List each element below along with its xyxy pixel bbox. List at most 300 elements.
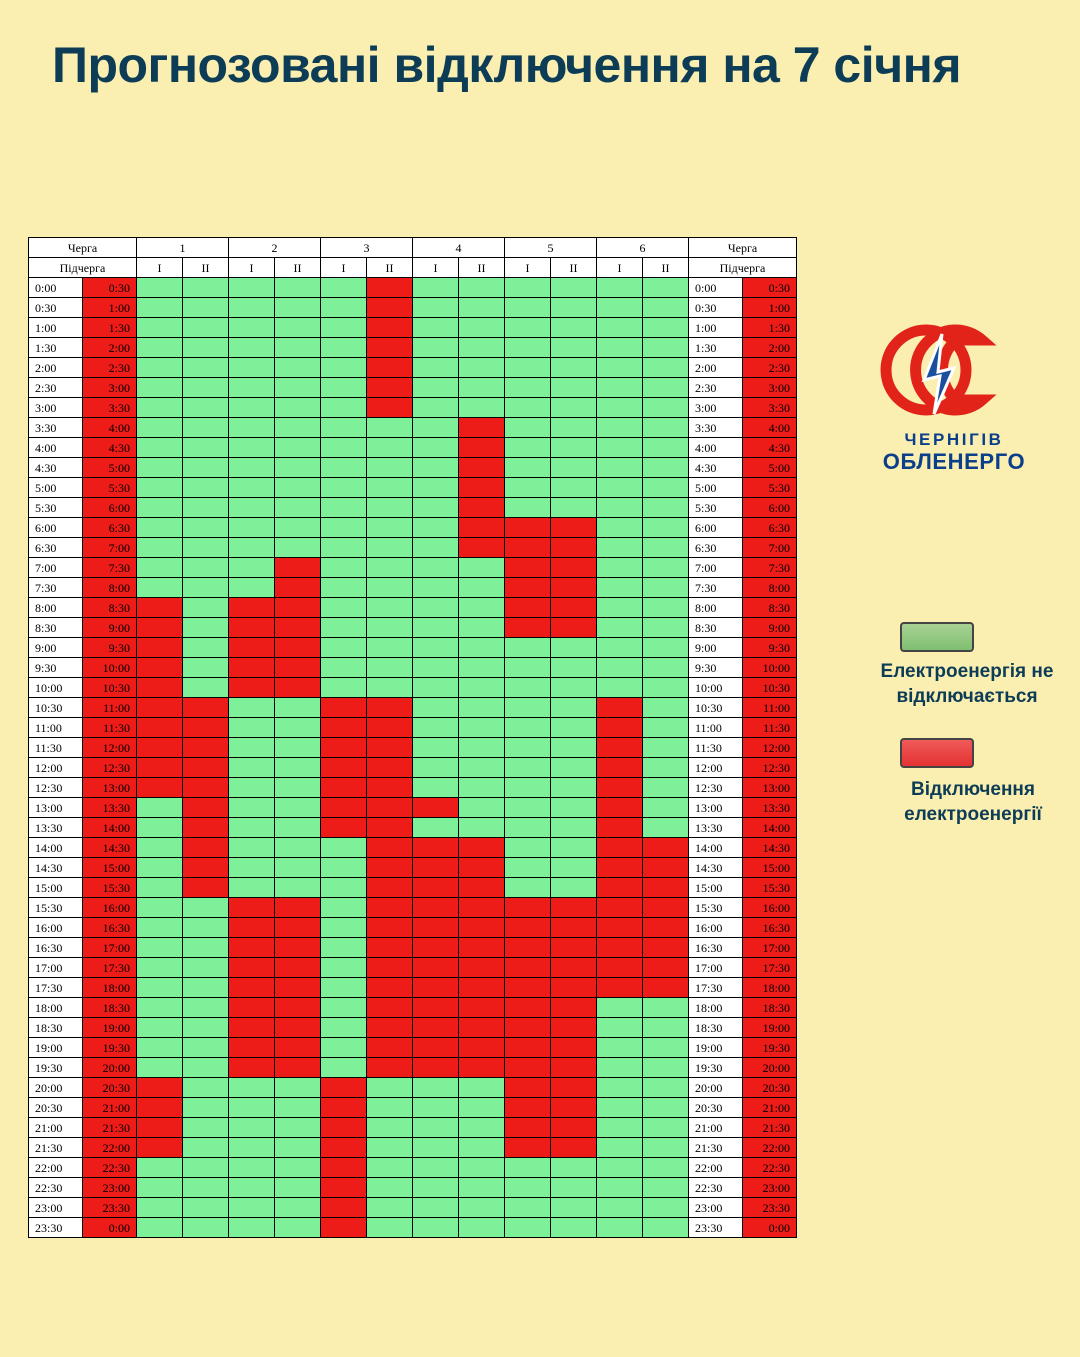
time-from-left: 3:30	[29, 418, 83, 438]
outage-cell-2-II-1000	[275, 678, 321, 698]
time-to-right: 23:00	[743, 1178, 797, 1198]
outage-cell-1-II-2000	[183, 1078, 229, 1098]
outage-cell-4-I-1800	[413, 998, 459, 1018]
outage-cell-4-II-1700	[459, 958, 505, 978]
outage-cell-4-II-1300	[459, 798, 505, 818]
outage-cell-6-II-1200	[643, 758, 689, 778]
time-to-left: 8:30	[83, 598, 137, 618]
outage-cell-1-I-1830	[137, 1018, 183, 1038]
outage-cell-1-I-1130	[137, 738, 183, 758]
outage-cell-5-I-200	[505, 358, 551, 378]
outage-cell-1-II-2100	[183, 1118, 229, 1138]
outage-cell-5-II-630	[551, 538, 597, 558]
outage-cell-5-I-1230	[505, 778, 551, 798]
outage-cell-4-I-1630	[413, 938, 459, 958]
time-from-left: 15:30	[29, 898, 83, 918]
outage-cell-6-I-1700	[597, 958, 643, 978]
outage-cell-3-II-2330	[367, 1218, 413, 1238]
outage-cell-1-II-400	[183, 438, 229, 458]
outage-cell-1-II-1430	[183, 858, 229, 878]
time-from-right: 13:00	[689, 798, 743, 818]
outage-cell-1-I-330	[137, 418, 183, 438]
outage-cell-6-I-830	[597, 618, 643, 638]
outage-cell-2-II-1600	[275, 918, 321, 938]
outage-cell-4-II-1800	[459, 998, 505, 1018]
outage-cell-5-II-2330	[551, 1218, 597, 1238]
outage-cell-4-I-400	[413, 438, 459, 458]
outage-cell-6-II-300	[643, 398, 689, 418]
time-from-right: 8:30	[689, 618, 743, 638]
time-to-left: 12:30	[83, 758, 137, 778]
table-row	[29, 438, 797, 458]
outage-cell-5-I-930	[505, 658, 551, 678]
time-to-left: 11:00	[83, 698, 137, 718]
outage-cell-1-I-130	[137, 338, 183, 358]
outage-cell-4-II-100	[459, 318, 505, 338]
time-from-right: 19:30	[689, 1058, 743, 1078]
time-to-right: 22:00	[743, 1138, 797, 1158]
outage-cell-3-I-1430	[321, 858, 367, 878]
outage-cell-6-I-000	[597, 278, 643, 298]
outage-cell-3-I-100	[321, 318, 367, 338]
outage-cell-4-I-330	[413, 418, 459, 438]
time-from-left: 1:00	[29, 318, 83, 338]
outage-cell-3-I-1900	[321, 1038, 367, 1058]
time-from-right: 20:00	[689, 1078, 743, 1098]
table-row	[29, 338, 797, 358]
table-row	[29, 1198, 797, 1218]
time-from-left: 12:30	[29, 778, 83, 798]
outage-cell-3-II-1800	[367, 998, 413, 1018]
table-row	[29, 778, 797, 798]
time-to-right: 9:30	[743, 638, 797, 658]
outage-cell-2-II-2130	[275, 1138, 321, 1158]
time-to-right: 9:00	[743, 618, 797, 638]
outage-cell-2-II-1630	[275, 938, 321, 958]
time-from-left: 10:30	[29, 698, 83, 718]
outage-cell-6-I-730	[597, 578, 643, 598]
time-from-left: 23:00	[29, 1198, 83, 1218]
outage-cell-5-I-130	[505, 338, 551, 358]
header-subqueue-6-I: I	[597, 258, 643, 278]
time-to-left: 15:00	[83, 858, 137, 878]
outage-cell-3-II-2100	[367, 1118, 413, 1138]
table-row	[29, 598, 797, 618]
outage-cell-1-I-1630	[137, 938, 183, 958]
outage-cell-6-I-2000	[597, 1078, 643, 1098]
outage-cell-5-I-530	[505, 498, 551, 518]
outage-cell-4-I-830	[413, 618, 459, 638]
outage-cell-4-I-1000	[413, 678, 459, 698]
time-from-right: 0:30	[689, 298, 743, 318]
outage-cell-5-I-630	[505, 538, 551, 558]
time-to-left: 15:30	[83, 878, 137, 898]
time-from-left: 14:00	[29, 838, 83, 858]
schedule-body	[29, 278, 797, 1238]
outage-cell-2-I-330	[229, 418, 275, 438]
outage-cell-5-I-1200	[505, 758, 551, 778]
outage-cell-5-II-230	[551, 378, 597, 398]
outage-cell-3-I-000	[321, 278, 367, 298]
time-to-right: 22:30	[743, 1158, 797, 1178]
outage-cell-3-II-1230	[367, 778, 413, 798]
time-from-left: 8:00	[29, 598, 83, 618]
time-to-right: 8:00	[743, 578, 797, 598]
outage-cell-6-I-1630	[597, 938, 643, 958]
table-row	[29, 1178, 797, 1198]
outage-cell-1-II-630	[183, 538, 229, 558]
outage-cell-5-I-1830	[505, 1018, 551, 1038]
outage-cell-6-II-2200	[643, 1158, 689, 1178]
outage-cell-2-II-2300	[275, 1198, 321, 1218]
outage-cell-3-II-1000	[367, 678, 413, 698]
outage-cell-3-II-1400	[367, 838, 413, 858]
outage-cell-5-I-000	[505, 278, 551, 298]
outage-cell-3-I-1230	[321, 778, 367, 798]
outage-cell-4-I-1700	[413, 958, 459, 978]
outage-cell-4-I-030	[413, 298, 459, 318]
outage-cell-2-II-630	[275, 538, 321, 558]
header-subqueue-4-II: II	[459, 258, 505, 278]
outage-cell-1-I-1700	[137, 958, 183, 978]
outage-cell-6-I-1500	[597, 878, 643, 898]
outage-cell-4-II-600	[459, 518, 505, 538]
outage-cell-6-II-2330	[643, 1218, 689, 1238]
outage-cell-1-II-1300	[183, 798, 229, 818]
outage-cell-3-II-230	[367, 378, 413, 398]
outage-cell-4-I-630	[413, 538, 459, 558]
outage-cell-1-II-330	[183, 418, 229, 438]
outage-cell-5-I-400	[505, 438, 551, 458]
outage-cell-1-I-730	[137, 578, 183, 598]
outage-cell-1-II-930	[183, 658, 229, 678]
table-row	[29, 1018, 797, 1038]
outage-cell-5-I-1500	[505, 878, 551, 898]
outage-cell-3-II-800	[367, 598, 413, 618]
time-to-left: 17:00	[83, 938, 137, 958]
outage-cell-2-II-500	[275, 478, 321, 498]
outage-cell-2-II-200	[275, 358, 321, 378]
outage-cell-3-I-300	[321, 398, 367, 418]
outage-cell-3-II-1830	[367, 1018, 413, 1038]
outage-cell-2-II-400	[275, 438, 321, 458]
outage-cell-4-I-1500	[413, 878, 459, 898]
outage-cell-6-II-1230	[643, 778, 689, 798]
outage-cell-6-I-1600	[597, 918, 643, 938]
outage-cell-2-I-1800	[229, 998, 275, 1018]
outage-cell-4-II-2200	[459, 1158, 505, 1178]
header-queue-3: 3	[321, 238, 413, 258]
time-to-right: 2:30	[743, 358, 797, 378]
outage-cell-6-II-000	[643, 278, 689, 298]
outage-cell-4-II-1930	[459, 1058, 505, 1078]
outage-cell-4-I-2200	[413, 1158, 459, 1178]
outage-cell-1-II-2200	[183, 1158, 229, 1178]
outage-cell-4-II-130	[459, 338, 505, 358]
legend-green-swatch	[900, 622, 974, 652]
outage-cell-3-I-800	[321, 598, 367, 618]
outage-cell-1-I-400	[137, 438, 183, 458]
outage-cell-3-I-700	[321, 558, 367, 578]
outage-cell-1-II-1730	[183, 978, 229, 998]
time-from-left: 21:30	[29, 1138, 83, 1158]
legend-red-label: Відключення електроенергії	[904, 779, 1042, 825]
outage-cell-4-I-2130	[413, 1138, 459, 1158]
outage-cell-1-I-1000	[137, 678, 183, 698]
time-from-right: 23:30	[689, 1218, 743, 1238]
outage-cell-2-I-730	[229, 578, 275, 598]
table-row	[29, 938, 797, 958]
outage-cell-5-I-830	[505, 618, 551, 638]
outage-cell-3-I-2300	[321, 1198, 367, 1218]
outage-cell-3-II-1900	[367, 1038, 413, 1058]
time-to-left: 13:30	[83, 798, 137, 818]
outage-cell-1-II-830	[183, 618, 229, 638]
outage-cell-3-I-2230	[321, 1178, 367, 1198]
outage-cell-2-I-600	[229, 518, 275, 538]
outage-cell-5-II-1430	[551, 858, 597, 878]
outage-cell-6-II-1930	[643, 1058, 689, 1078]
outage-cell-2-II-430	[275, 458, 321, 478]
outage-cell-6-II-1600	[643, 918, 689, 938]
outage-cell-2-I-400	[229, 438, 275, 458]
outage-cell-1-II-1600	[183, 918, 229, 938]
time-from-right: 17:30	[689, 978, 743, 998]
outage-cell-5-I-700	[505, 558, 551, 578]
outage-cell-5-I-1000	[505, 678, 551, 698]
outage-cell-4-II-630	[459, 538, 505, 558]
outage-cell-2-I-700	[229, 558, 275, 578]
outage-cell-3-I-1800	[321, 998, 367, 1018]
time-from-left: 19:00	[29, 1038, 83, 1058]
outage-cell-4-I-2100	[413, 1118, 459, 1138]
outage-cell-3-II-1600	[367, 918, 413, 938]
outage-cell-2-I-2330	[229, 1218, 275, 1238]
logo-line-1: ЧЕРНІГІВ	[904, 430, 1004, 449]
outage-cell-5-I-1130	[505, 738, 551, 758]
table-row	[29, 698, 797, 718]
time-to-right: 10:30	[743, 678, 797, 698]
outage-cell-6-II-600	[643, 518, 689, 538]
outage-cell-2-I-1430	[229, 858, 275, 878]
outage-cell-5-I-2300	[505, 1198, 551, 1218]
outage-cell-1-I-1500	[137, 878, 183, 898]
time-to-right: 0:30	[743, 278, 797, 298]
outage-cell-2-II-1030	[275, 698, 321, 718]
outage-cell-2-I-130	[229, 338, 275, 358]
outage-cell-5-I-300	[505, 398, 551, 418]
time-from-right: 4:30	[689, 458, 743, 478]
outage-cell-3-I-230	[321, 378, 367, 398]
table-row	[29, 358, 797, 378]
outage-cell-3-II-2000	[367, 1078, 413, 1098]
outage-cell-4-I-1900	[413, 1038, 459, 1058]
outage-cell-5-II-1100	[551, 718, 597, 738]
outage-cell-6-II-130	[643, 338, 689, 358]
table-row	[29, 618, 797, 638]
outage-cell-3-I-1130	[321, 738, 367, 758]
outage-cell-3-I-330	[321, 418, 367, 438]
outage-cell-1-I-600	[137, 518, 183, 538]
header-subqueue-3-II: II	[367, 258, 413, 278]
outage-cell-3-II-300	[367, 398, 413, 418]
time-to-right: 1:30	[743, 318, 797, 338]
outage-cell-3-II-530	[367, 498, 413, 518]
time-from-left: 14:30	[29, 858, 83, 878]
table-row	[29, 398, 797, 418]
outage-cell-2-I-2230	[229, 1178, 275, 1198]
outage-cell-2-I-1200	[229, 758, 275, 778]
outage-cell-6-I-1400	[597, 838, 643, 858]
outage-cell-1-II-430	[183, 458, 229, 478]
time-from-left: 12:00	[29, 758, 83, 778]
outage-cell-2-II-1730	[275, 978, 321, 998]
time-to-right: 3:00	[743, 378, 797, 398]
outage-cell-3-I-1530	[321, 898, 367, 918]
time-to-right: 19:30	[743, 1038, 797, 1058]
outage-cell-4-II-800	[459, 598, 505, 618]
outage-cell-4-II-2130	[459, 1138, 505, 1158]
outage-cell-5-I-2100	[505, 1118, 551, 1138]
outage-cell-6-I-1730	[597, 978, 643, 998]
outage-schedule-table	[28, 237, 797, 1238]
outage-cell-2-II-1130	[275, 738, 321, 758]
outage-cell-5-II-2230	[551, 1178, 597, 1198]
outage-cell-5-II-900	[551, 638, 597, 658]
time-from-left: 10:00	[29, 678, 83, 698]
outage-cell-5-II-1730	[551, 978, 597, 998]
time-from-left: 20:30	[29, 1098, 83, 1118]
outage-cell-5-I-2230	[505, 1178, 551, 1198]
outage-cell-4-II-700	[459, 558, 505, 578]
table-row	[29, 718, 797, 738]
outage-cell-1-II-1200	[183, 758, 229, 778]
outage-cell-3-II-1430	[367, 858, 413, 878]
outage-cell-2-I-2300	[229, 1198, 275, 1218]
outage-cell-1-II-2030	[183, 1098, 229, 1118]
outage-cell-2-II-530	[275, 498, 321, 518]
outage-cell-1-II-300	[183, 398, 229, 418]
outage-cell-3-II-1930	[367, 1058, 413, 1078]
time-to-left: 4:00	[83, 418, 137, 438]
outage-cell-6-I-1430	[597, 858, 643, 878]
outage-cell-5-I-1800	[505, 998, 551, 1018]
time-from-left: 18:00	[29, 998, 83, 1018]
outage-cell-2-I-900	[229, 638, 275, 658]
outage-cell-2-I-1300	[229, 798, 275, 818]
time-to-left: 20:30	[83, 1078, 137, 1098]
table-row	[29, 918, 797, 938]
time-from-right: 3:30	[689, 418, 743, 438]
outage-cell-6-I-1800	[597, 998, 643, 1018]
outage-cell-6-II-800	[643, 598, 689, 618]
outage-cell-6-I-800	[597, 598, 643, 618]
outage-cell-4-I-1030	[413, 698, 459, 718]
time-to-left: 4:30	[83, 438, 137, 458]
outage-cell-5-II-1400	[551, 838, 597, 858]
outage-cell-2-II-300	[275, 398, 321, 418]
outage-cell-4-II-2330	[459, 1218, 505, 1238]
outage-cell-6-I-300	[597, 398, 643, 418]
outage-cell-3-I-630	[321, 538, 367, 558]
outage-cell-1-II-1000	[183, 678, 229, 698]
time-from-left: 2:30	[29, 378, 83, 398]
table-row	[29, 298, 797, 318]
time-to-right: 10:00	[743, 658, 797, 678]
outage-cell-3-I-1500	[321, 878, 367, 898]
outage-cell-3-II-900	[367, 638, 413, 658]
time-to-right: 19:00	[743, 1018, 797, 1038]
schedule-grid	[28, 237, 797, 1238]
outage-cell-6-I-1030	[597, 698, 643, 718]
outage-cell-6-I-400	[597, 438, 643, 458]
time-to-left: 1:30	[83, 318, 137, 338]
outage-cell-6-I-1200	[597, 758, 643, 778]
header-subqueue-right: Підчерга	[689, 258, 797, 278]
outage-cell-6-II-2100	[643, 1118, 689, 1138]
outage-cell-1-I-030	[137, 298, 183, 318]
outage-cell-1-I-1400	[137, 838, 183, 858]
time-from-left: 16:30	[29, 938, 83, 958]
table-row	[29, 458, 797, 478]
outage-cell-5-II-730	[551, 578, 597, 598]
outage-cell-4-I-700	[413, 558, 459, 578]
outage-cell-5-II-1830	[551, 1018, 597, 1038]
time-from-left: 2:00	[29, 358, 83, 378]
outage-cell-6-II-2030	[643, 1098, 689, 1118]
outage-cell-4-II-300	[459, 398, 505, 418]
time-from-right: 9:30	[689, 658, 743, 678]
time-from-right: 4:00	[689, 438, 743, 458]
outage-cell-5-II-2130	[551, 1138, 597, 1158]
outage-cell-1-II-730	[183, 578, 229, 598]
outage-cell-3-I-1330	[321, 818, 367, 838]
time-from-right: 14:00	[689, 838, 743, 858]
time-to-left: 13:00	[83, 778, 137, 798]
outage-cell-1-II-1530	[183, 898, 229, 918]
table-row	[29, 818, 797, 838]
time-from-right: 10:30	[689, 698, 743, 718]
outage-cell-1-I-2130	[137, 1138, 183, 1158]
outage-cell-1-II-700	[183, 558, 229, 578]
table-row	[29, 898, 797, 918]
outage-cell-5-I-1730	[505, 978, 551, 998]
time-to-left: 0:00	[83, 1218, 137, 1238]
outage-cell-4-I-130	[413, 338, 459, 358]
outage-cell-4-I-1830	[413, 1018, 459, 1038]
time-to-right: 4:00	[743, 418, 797, 438]
outage-cell-1-II-530	[183, 498, 229, 518]
time-to-left: 18:30	[83, 998, 137, 1018]
table-row	[29, 318, 797, 338]
outage-cell-6-I-600	[597, 518, 643, 538]
outage-cell-2-I-430	[229, 458, 275, 478]
outage-cell-2-I-1900	[229, 1038, 275, 1058]
table-row	[29, 998, 797, 1018]
outage-cell-1-II-1930	[183, 1058, 229, 1078]
outage-cell-4-II-2000	[459, 1078, 505, 1098]
outage-cell-5-II-1600	[551, 918, 597, 938]
time-from-right: 6:00	[689, 518, 743, 538]
time-to-left: 21:30	[83, 1118, 137, 1138]
header-queue-5: 5	[505, 238, 597, 258]
outage-cell-5-I-1430	[505, 858, 551, 878]
time-to-right: 13:30	[743, 798, 797, 818]
outage-cell-3-II-330	[367, 418, 413, 438]
time-from-right: 8:00	[689, 598, 743, 618]
time-from-right: 2:30	[689, 378, 743, 398]
outage-cell-2-II-2000	[275, 1078, 321, 1098]
